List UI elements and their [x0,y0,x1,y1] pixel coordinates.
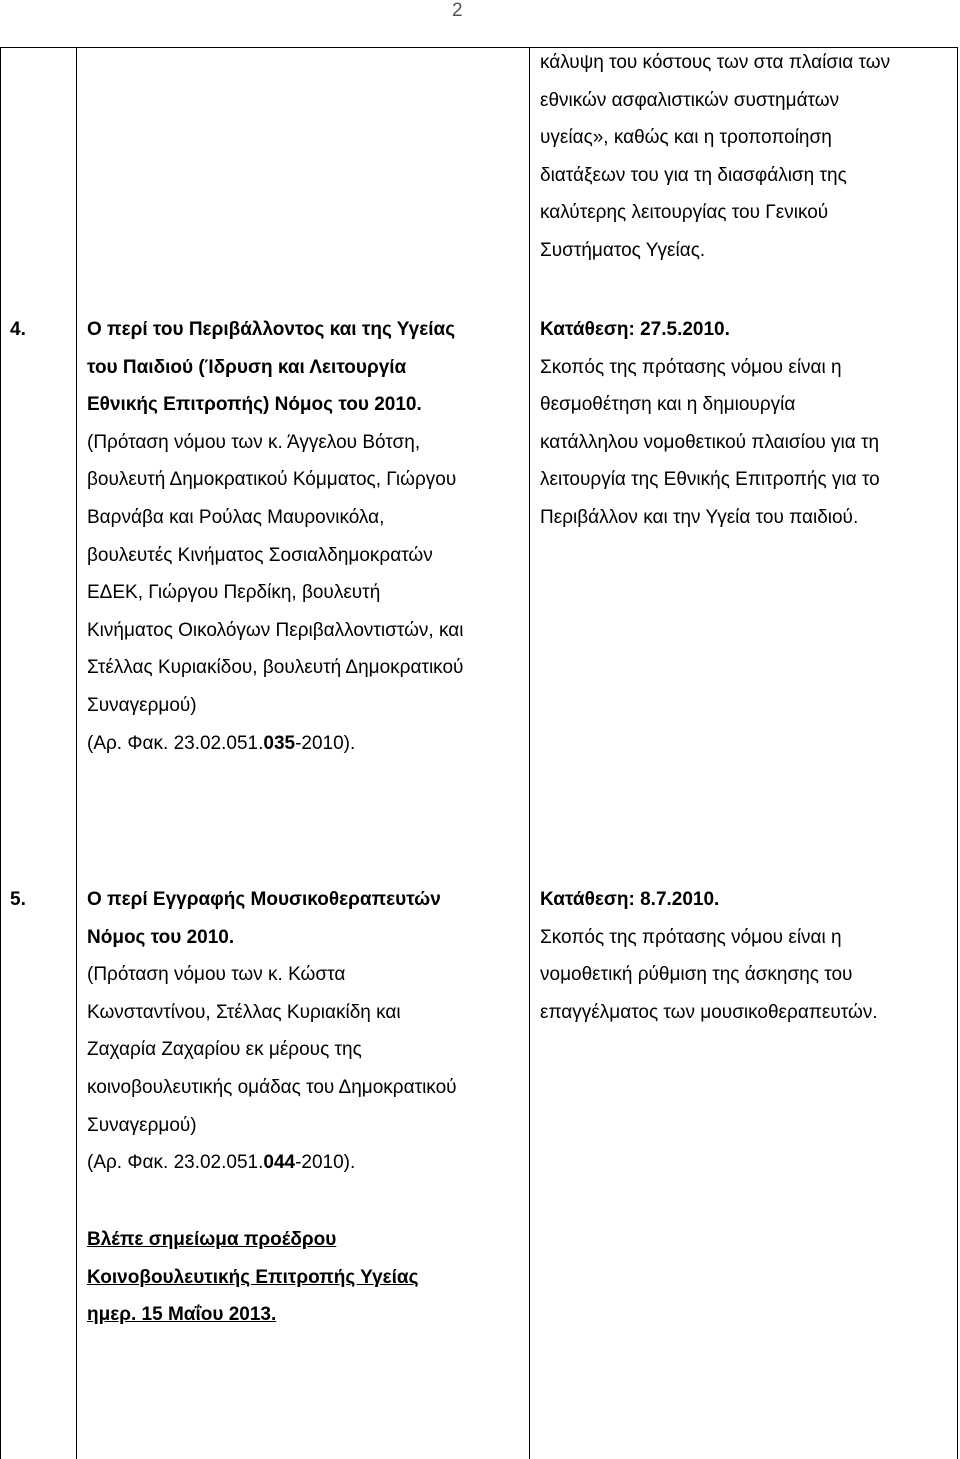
text-line: λειτουργία της Εθνικής Επιτροπής για το [540,469,880,491]
bill-title-line: του Παιδιού (Ίδρυση και Λειτουργία [87,356,407,378]
file-reference [87,725,463,763]
file-reference-number: 044 [263,1152,296,1174]
note-line: Βλέπε σημείωμα προέδρου [87,1229,337,1250]
item-4-number: 4. [10,319,26,340]
text-line: Κινήματος Οικολόγων Περιβαλλοντιστών, και [87,619,464,641]
text-line: εθνικών ασφαλιστικών συστημάτων [540,89,840,111]
text-line: (Πρόταση νόμου των κ. Άγγελου Βότση, [87,431,421,453]
carryover-purpose [540,44,890,270]
text-line: Στέλλας Κυριακίδου, βουλευτή Δημοκρατικού [87,657,464,679]
text-line: Συναγερμού) [87,1114,197,1136]
text-line: Σκοπός της πρότασης νόμου είναι η [540,356,842,378]
file-reference-suffix: -2010). [295,1152,356,1174]
text-line: θεσμοθέτηση και η δημιουργία [540,394,796,416]
text-line: βουλευτές Κινήματος Σοσιαλδημοκρατών [87,544,433,566]
text-line: βουλευτή Δημοκρατικού Κόμματος, Γιώργου [87,469,457,491]
filing-date: Κατάθεση: 27.5.2010. [540,319,730,340]
committee-chair-note [87,1221,418,1334]
column-divider [76,48,77,1459]
text-line: ΕΔΕΚ, Γιώργου Περδίκη, βουλευτή [87,582,381,604]
text-line: νομοθετική ρύθμιση της άσκησης του [540,964,853,986]
item-5-description [87,881,457,1182]
item-4-description [87,311,463,762]
file-reference-suffix: -2010). [295,732,356,754]
item-5-number: 5. [10,889,26,910]
text-line: κατάλληλου νομοθετικού πλαισίου για τη [540,431,880,453]
text-line: καλύτερης λειτουργίας του Γενικού [540,202,829,224]
text-line: Συστήματος Υγείας. [540,239,706,261]
text-line: υγείας», καθώς και η τροποποίηση [540,127,832,149]
bill-title-line: Ο περί Εγγραφής Μουσικοθεραπευτών [87,889,441,910]
item-5-filing [540,881,878,1031]
text-line: κάλυψη του κόστους των στα πλαίσια των [540,52,891,73]
bill-title-line: Νόμος του 2010. [87,926,235,948]
text-line: Κωνσταντίνου, Στέλλας Κυριακίδη και [87,1001,401,1023]
file-reference-prefix: (Αρ. Φακ. 23.02.051. [87,732,264,754]
text-line: Περιβάλλον και την Υγεία του παιδιού. [540,506,859,528]
text-line: κοινοβουλευτικής ομάδας του Δημοκρατικού [87,1076,457,1098]
text-line: Βαρνάβα και Ρούλας Μαυρονικόλα, [87,506,385,528]
item-4-filing [540,311,880,537]
bill-title-line: Εθνικής Επιτροπής) Νόμος του 2010. [87,394,422,416]
file-reference [87,1144,457,1182]
filing-date: Κατάθεση: 8.7.2010. [540,889,720,910]
file-reference-number: 035 [263,732,296,754]
text-line: Σκοπός της πρότασης νόμου είναι η [540,926,842,948]
page-number: 2 [452,0,463,21]
text-line: Συναγερμού) [87,694,197,716]
text-line: διατάξεων του για τη διασφάλιση της [540,164,847,186]
note-line: ημερ. 15 Μαΐου 2013. [87,1304,277,1326]
bill-title-line: Ο περί του Περιβάλλοντος και της Υγείας [87,319,456,340]
text-line: επαγγέλματος των μουσικοθεραπευτών. [540,1001,878,1023]
text-line: Ζαχαρία Ζαχαρίου εκ μέρους της [87,1039,362,1061]
text-line: (Πρόταση νόμου των κ. Κώστα [87,964,346,986]
column-divider [529,48,530,1459]
note-line: Κοινοβουλευτικής Επιτροπής Υγείας [87,1266,419,1288]
file-reference-prefix: (Αρ. Φακ. 23.02.051. [87,1152,264,1174]
